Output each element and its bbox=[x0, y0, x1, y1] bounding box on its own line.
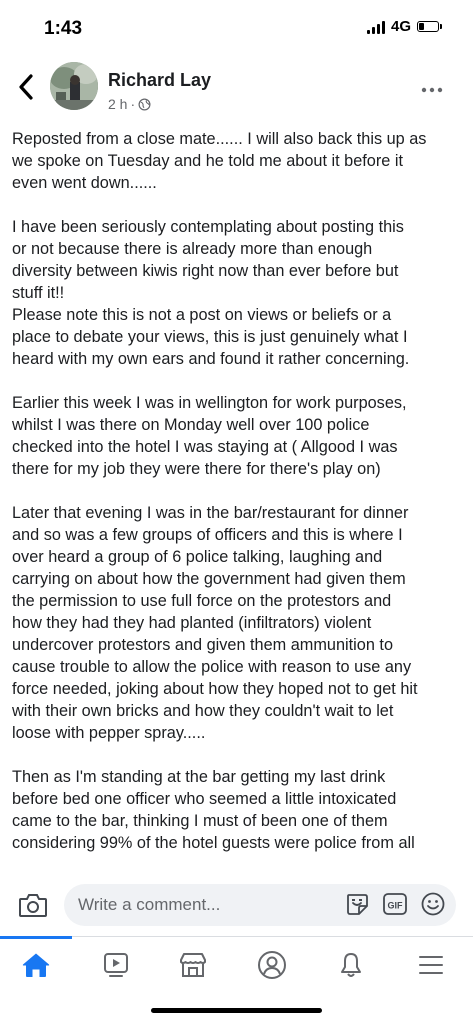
more-options-button[interactable] bbox=[421, 76, 443, 99]
post-line: came to the bar, thinking I must of been one of them bbox=[12, 812, 388, 830]
more-horizontal-icon bbox=[421, 87, 443, 93]
post-line: over heard a group of 6 police talking, laughing and bbox=[12, 548, 383, 566]
post-line: force needed, joking about how they hoped not to get hit bbox=[12, 680, 418, 698]
sticker-icon[interactable] bbox=[344, 891, 370, 917]
camera-icon bbox=[18, 892, 48, 918]
tab-menu[interactable] bbox=[411, 947, 451, 983]
post-line: checked into the hotel I was staying at ( Allgood I was bbox=[12, 438, 398, 456]
post-paragraph bbox=[12, 392, 462, 480]
post-line: loose with pepper spray..... bbox=[12, 724, 206, 742]
avatar-photo bbox=[50, 62, 98, 110]
meta-separator: · bbox=[130, 96, 136, 112]
post-line: or not because there is already more than enough bbox=[12, 240, 373, 258]
post-line: considering 99% of the hotel guests were police from all bbox=[12, 834, 415, 852]
menu-icon bbox=[418, 954, 444, 976]
post-line: carrying on about how the government had given them bbox=[12, 570, 406, 588]
bottom-tab-bar bbox=[0, 936, 473, 993]
post-line: I have been seriously contemplating about posting this bbox=[12, 218, 404, 236]
profile-icon bbox=[257, 950, 287, 980]
tab-profile[interactable] bbox=[252, 947, 292, 983]
video-icon bbox=[101, 952, 131, 978]
post-line: how they had they had planted (infiltrators) violent bbox=[12, 614, 372, 632]
status-time: 1:43 bbox=[44, 18, 83, 39]
chevron-left-icon bbox=[18, 74, 34, 100]
back-button[interactable] bbox=[14, 72, 38, 102]
post-paragraph bbox=[12, 766, 462, 854]
post-paragraph bbox=[12, 502, 462, 744]
post-line: cause trouble to allow the police with reason to use any bbox=[12, 658, 412, 676]
post-line: Reposted from a close mate...... I will also back this up as bbox=[12, 130, 427, 148]
avatar[interactable] bbox=[50, 62, 98, 110]
post-line: before bed one officer who seemed a little intoxicated bbox=[12, 790, 397, 808]
network-type: 4G bbox=[390, 18, 411, 35]
post-line: place to debate your views, this is just genuinely what I bbox=[12, 328, 408, 346]
post-line: whilst I was there on Monday well over 100 police bbox=[12, 416, 370, 434]
post-line: even went down...... bbox=[12, 174, 157, 192]
post-line: Then as I'm standing at the bar getting my last drink bbox=[12, 768, 386, 786]
bell-icon bbox=[337, 951, 365, 979]
post-paragraph bbox=[12, 128, 462, 194]
post-line: and so was a few groups of officers and this is where I bbox=[12, 526, 403, 544]
post-line: undercover protestors and given them ammunition to bbox=[12, 636, 394, 654]
post-line: stuff it!! bbox=[12, 284, 65, 302]
post-line: Please note this is not a post on views or beliefs or a bbox=[12, 306, 392, 324]
status-indicators bbox=[367, 18, 439, 35]
post-line: diversity between kiwis right now than ever before but bbox=[12, 262, 399, 280]
marketplace-icon bbox=[178, 951, 208, 979]
content-cutoff bbox=[0, 866, 473, 878]
tab-notifications[interactable] bbox=[331, 947, 371, 983]
comment-input-icons bbox=[344, 891, 446, 917]
post-line: there for my job they were there for there's play on) bbox=[12, 460, 381, 478]
globe-icon bbox=[138, 98, 151, 111]
emoji-icon[interactable] bbox=[420, 891, 446, 917]
gif-icon[interactable] bbox=[382, 891, 408, 917]
post-paragraph bbox=[12, 304, 462, 370]
post-line: the permission to use full force on the protestors and bbox=[12, 592, 392, 610]
post-meta bbox=[108, 96, 151, 112]
post-line: we spoke on Tuesday and he told me about it before it bbox=[12, 152, 404, 170]
post-paragraph bbox=[12, 216, 462, 304]
home-icon bbox=[22, 952, 50, 978]
svg-text:GIF: GIF bbox=[387, 900, 403, 911]
post-line: heard with my own ears and found it rather concerning. bbox=[12, 350, 410, 368]
active-tab-indicator bbox=[0, 936, 72, 939]
post-line: Earlier this week I was in wellington for work purposes, bbox=[12, 394, 407, 412]
camera-button[interactable] bbox=[18, 892, 48, 918]
tab-marketplace[interactable] bbox=[173, 947, 213, 983]
home-indicator bbox=[151, 1008, 322, 1013]
tab-watch[interactable] bbox=[96, 947, 136, 983]
post-line: Later that evening I was in the bar/restaurant for dinner bbox=[12, 504, 409, 522]
comment-placeholder: Write a comment... bbox=[78, 895, 221, 914]
tab-home[interactable] bbox=[16, 947, 56, 983]
comment-bar bbox=[0, 878, 473, 934]
post-line: with their own bricks and how they couldn't wait to let bbox=[12, 702, 394, 720]
post-header bbox=[0, 60, 473, 120]
signal-icon bbox=[367, 20, 385, 34]
post-time: 2 h bbox=[108, 96, 128, 112]
battery-icon bbox=[417, 21, 439, 32]
comment-input[interactable] bbox=[64, 884, 456, 926]
post-body bbox=[12, 128, 462, 876]
author-name[interactable]: Richard Lay bbox=[108, 70, 212, 90]
status-bar bbox=[0, 0, 473, 56]
